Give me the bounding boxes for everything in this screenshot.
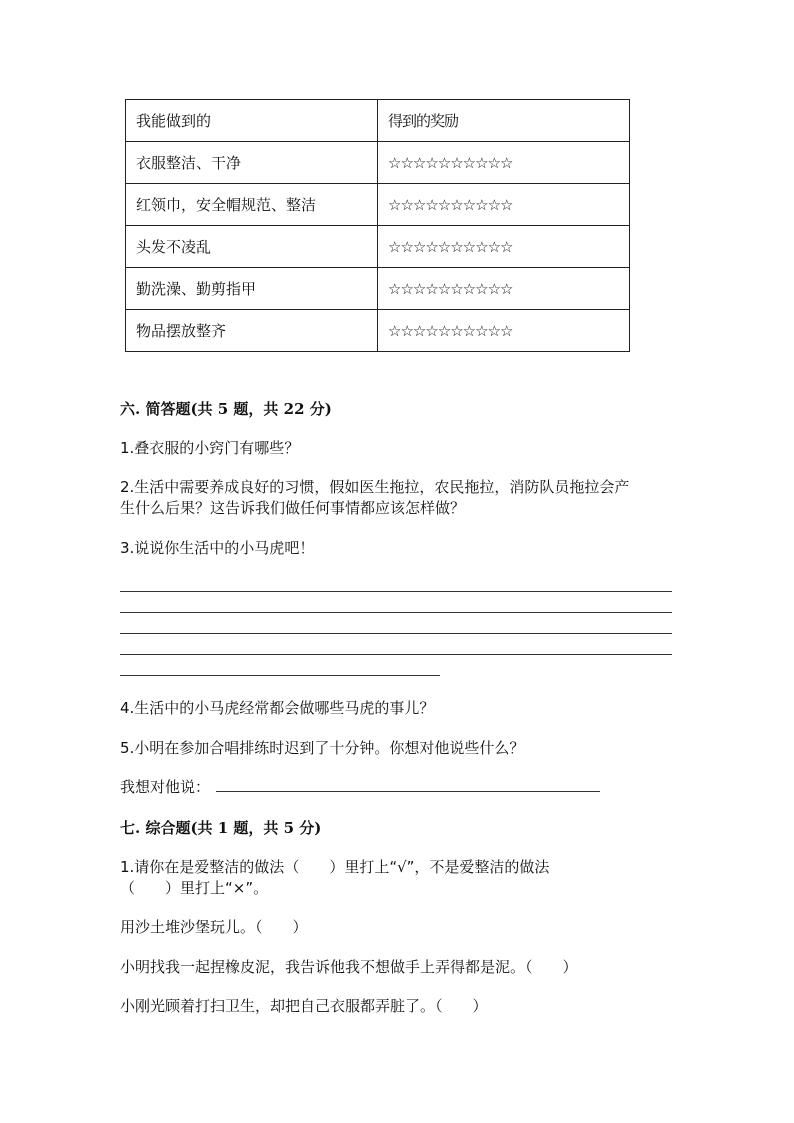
table-cell-stars: ☆☆☆☆☆☆☆☆☆☆ xyxy=(378,142,630,184)
answer-line[interactable] xyxy=(120,612,672,613)
answer-line[interactable] xyxy=(120,633,672,634)
answer-blank[interactable] xyxy=(216,777,600,792)
answer-row xyxy=(120,776,600,797)
table-cell-item: 衣服整洁、干净 xyxy=(126,142,378,184)
answer-label: 我想对他说： xyxy=(120,778,211,796)
section6-title: 六. 简答题(共 5 题，共 22 分) xyxy=(120,400,332,418)
table-cell-item: 头发不凌乱 xyxy=(126,226,378,268)
table-cell-stars: ☆☆☆☆☆☆☆☆☆☆ xyxy=(378,184,630,226)
question-6-4: 4.生活中的小马虎经常都会做哪些马虎的事儿？ xyxy=(120,699,435,717)
answer-line[interactable] xyxy=(120,591,672,592)
table-header-cell: 得到的奖励 xyxy=(378,100,630,142)
table-cell-item: 物品摆放整齐 xyxy=(126,310,378,352)
question-7-1-line1: 1.请你在是爱整洁的做法（ ）里打上“√”，不是爱整洁的做法 xyxy=(120,858,550,876)
question-6-1: 1.叠衣服的小窍门有哪些？ xyxy=(120,439,300,457)
question-7-1-line2: （ ）里打上“×”。 xyxy=(120,879,269,897)
table-cell-item: 勤洗澡、勤剪指甲 xyxy=(126,268,378,310)
table-cell-stars: ☆☆☆☆☆☆☆☆☆☆ xyxy=(378,268,630,310)
judgement-item-1: 用沙土堆沙堡玩儿。（ ） xyxy=(120,918,308,936)
question-6-3: 3.说说你生活中的小马虎吧！ xyxy=(120,539,315,557)
table-row xyxy=(126,184,630,226)
question-6-5: 5.小明在参加合唱排练时迟到了十分钟。你想对他说些什么？ xyxy=(120,739,525,757)
judgement-item-2: 小明找我一起捏橡皮泥，我告诉他我不想做手上弄得都是泥。（ ） xyxy=(120,958,578,976)
table-cell-item: 红领巾，安全帽规范、整洁 xyxy=(126,184,378,226)
table-row xyxy=(126,268,630,310)
table-row xyxy=(126,142,630,184)
table-row xyxy=(126,226,630,268)
answer-line[interactable] xyxy=(120,675,440,676)
table-cell-stars: ☆☆☆☆☆☆☆☆☆☆ xyxy=(378,310,630,352)
table-cell-stars: ☆☆☆☆☆☆☆☆☆☆ xyxy=(378,226,630,268)
question-6-2-line2: 生什么后果？这告诉我们做任何事情都应该怎样做？ xyxy=(120,499,466,517)
answer-line[interactable] xyxy=(120,654,672,655)
section7-title: 七. 综合题(共 1 题，共 5 分) xyxy=(120,819,322,837)
table-row xyxy=(126,310,630,352)
reward-table xyxy=(125,99,630,352)
table-header-cell: 我能做到的 xyxy=(126,100,378,142)
question-6-2-line1: 2.生活中需要养成良好的习惯，假如医生拖拉，农民拖拉，消防队员拖拉会产 xyxy=(120,478,630,496)
table-header-row xyxy=(126,100,630,142)
judgement-item-3: 小刚光顾着打扫卫生，却把自己衣服都弄脏了。（ ） xyxy=(120,997,488,1015)
